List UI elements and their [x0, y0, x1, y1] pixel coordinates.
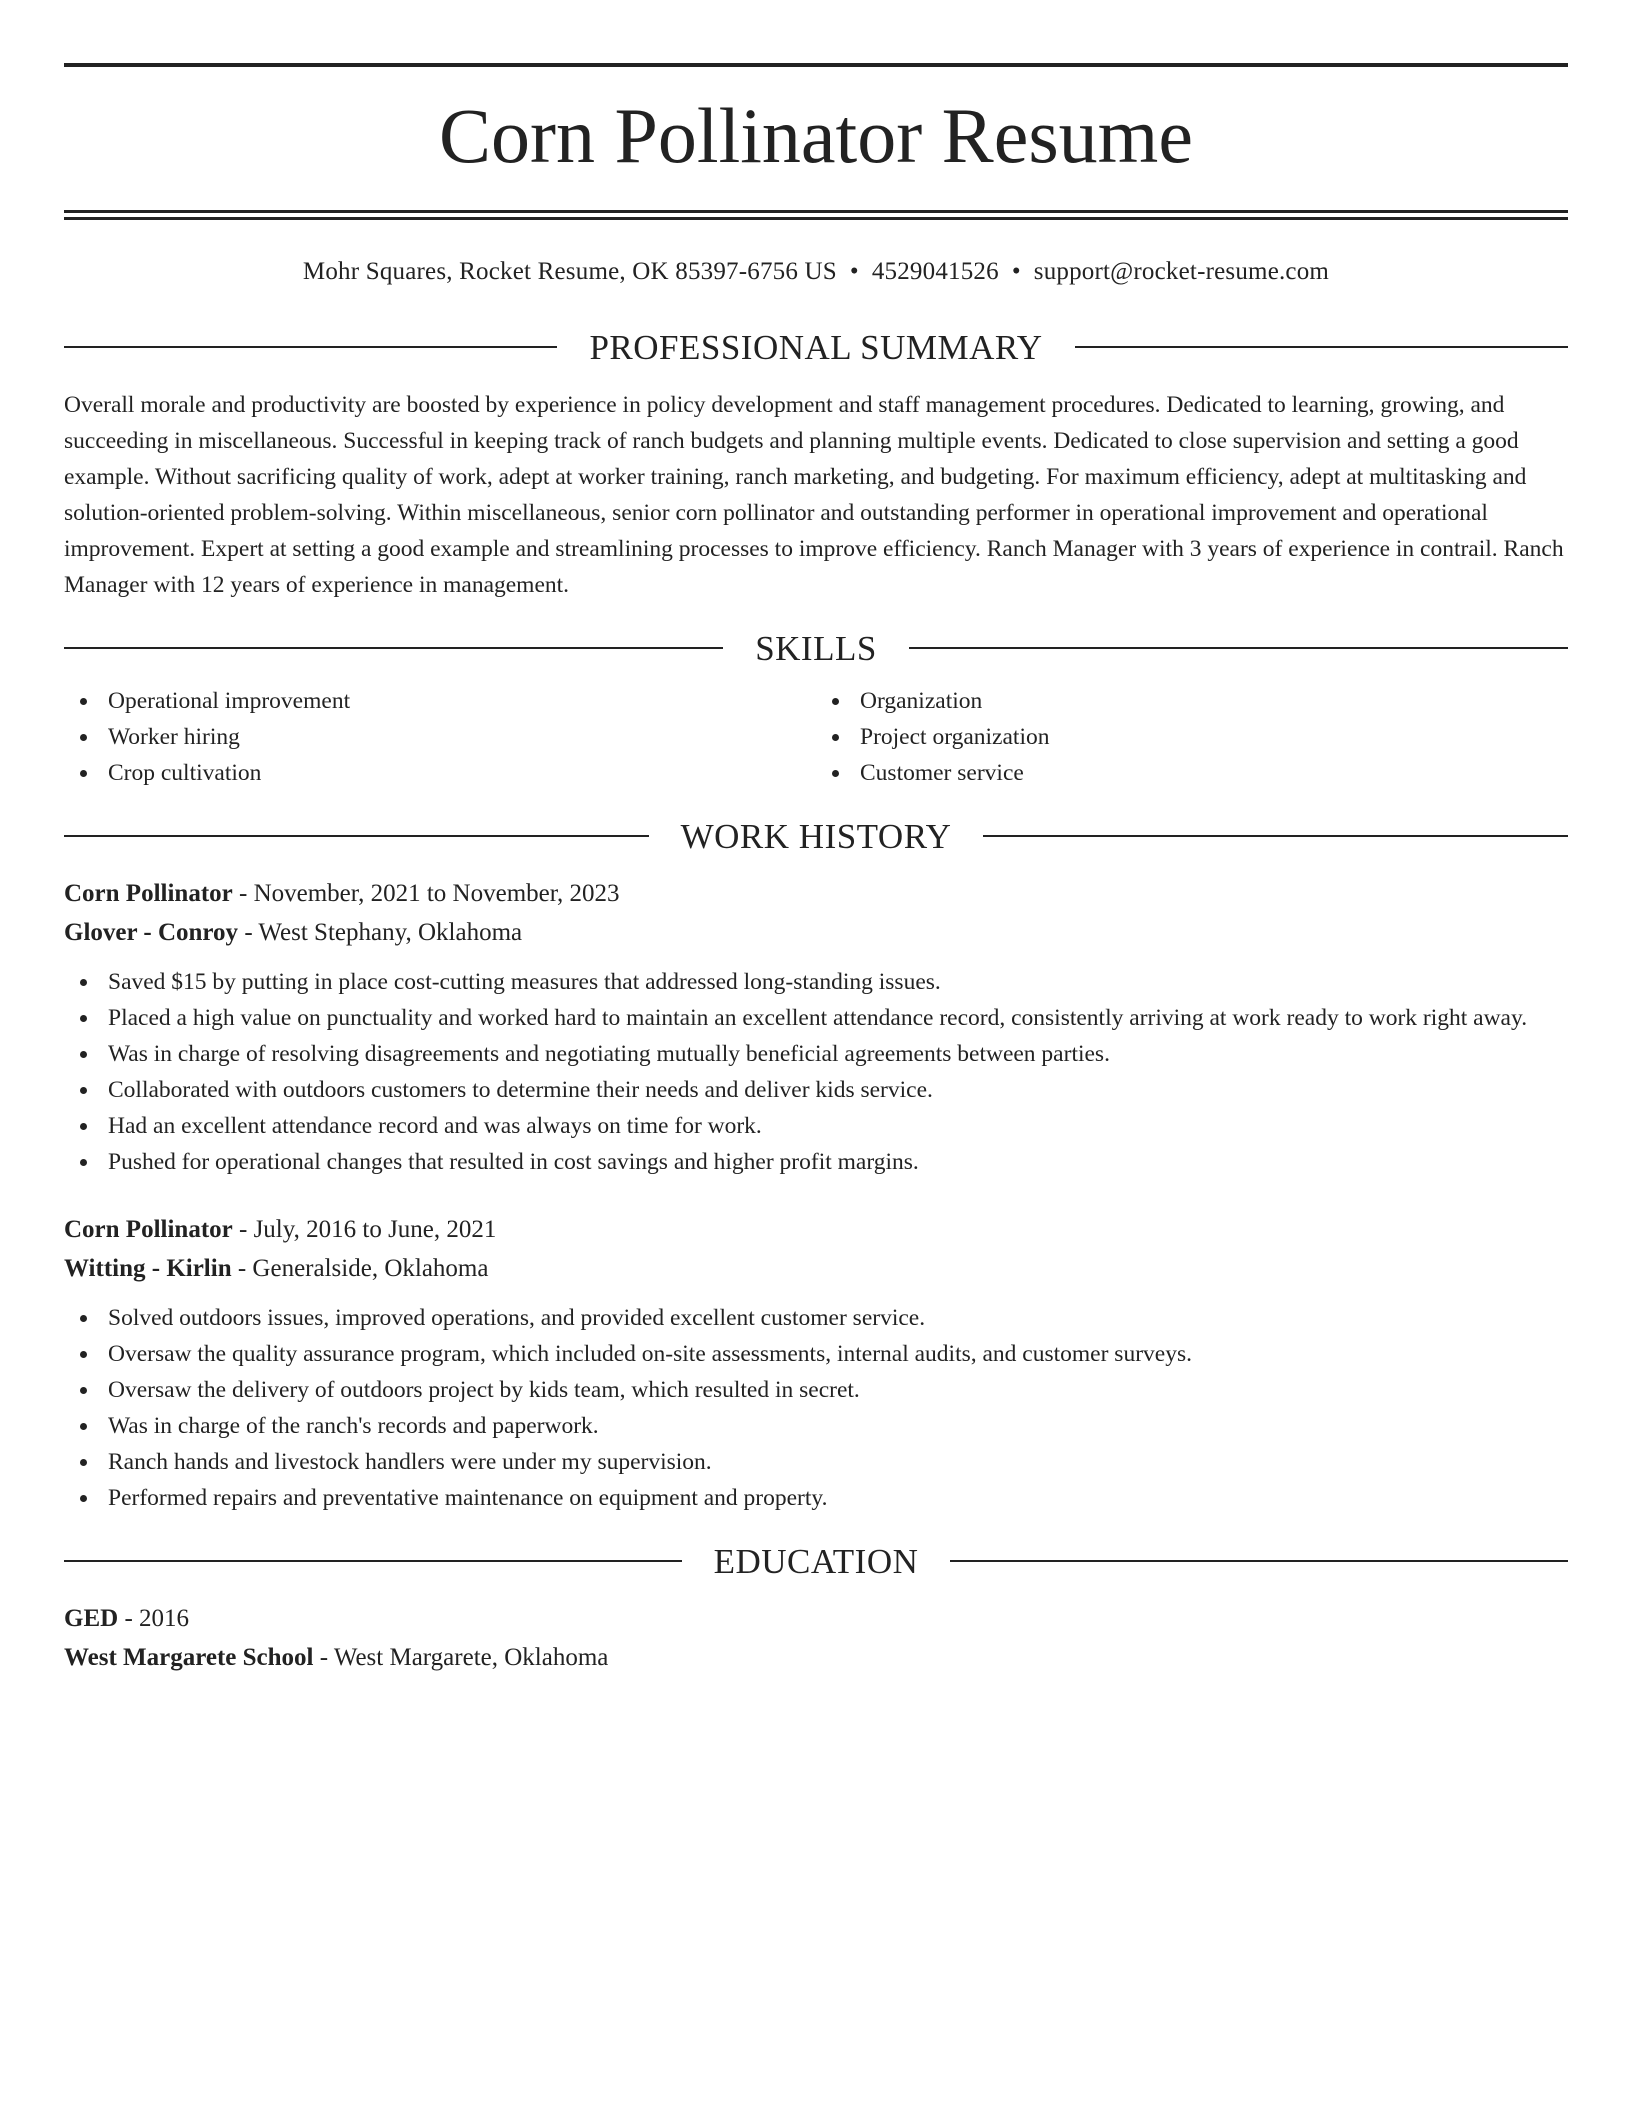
- job-duty: Had an excellent attendance record and was always on time for work.: [64, 1108, 1568, 1144]
- resume-page: [64, 0, 1568, 1677]
- skill-item: Crop cultivation: [64, 755, 816, 791]
- job-location: - Generalside, Oklahoma: [231, 1255, 489, 1282]
- job-duty: Oversaw the quality assurance program, which included on-site assessments, internal audits, and customer surveys.: [64, 1336, 1568, 1372]
- divider: [64, 346, 557, 348]
- job-duty: Solved outdoors issues, improved operations, and provided excellent customer service.: [64, 1300, 1568, 1336]
- job-title: Corn Pollinator: [64, 880, 233, 907]
- job-duty: Saved $15 by putting in place cost-cutting measures that addressed long-standing issues.: [64, 964, 1568, 1000]
- skills-list: [64, 683, 1568, 791]
- job-dates: - July, 2016 to June, 2021: [232, 1216, 497, 1243]
- contact-phone: 4529041526: [871, 258, 999, 285]
- job-company-line: [64, 913, 1568, 952]
- contact-separator: •: [849, 258, 859, 285]
- section-header-skills: [64, 623, 1568, 673]
- job-duty: Was in charge of resolving disagreements and negotiating mutually beneficial agreements between parties.: [64, 1036, 1568, 1072]
- education-school-line: [64, 1638, 1568, 1677]
- section-title-skills: SKILLS: [755, 628, 877, 668]
- title-double-rule: [64, 210, 1568, 220]
- job-duty: Pushed for operational changes that resulted in cost savings and higher profit margins.: [64, 1144, 1568, 1180]
- job-duty: Collaborated with outdoors customers to determine their needs and deliver kids service.: [64, 1072, 1568, 1108]
- job-dates: - November, 2021 to November, 2023: [232, 880, 620, 907]
- education-school: West Margarete School: [64, 1644, 314, 1671]
- contact-line: [64, 252, 1568, 292]
- job-duty: Ranch hands and livestock handlers were under my supervision.: [64, 1444, 1568, 1480]
- job-title: Corn Pollinator: [64, 1216, 233, 1243]
- job-duty: Placed a high value on punctuality and worked hard to maintain an excellent attendance record, consistently arriving at work ready to work right away.: [64, 1000, 1568, 1036]
- education-location: - West Margarete, Oklahoma: [313, 1644, 609, 1671]
- section-title-education: EDUCATION: [713, 1541, 919, 1581]
- divider: [64, 647, 723, 649]
- contact-separator: •: [1011, 258, 1021, 285]
- education-degree-line: [64, 1599, 1568, 1638]
- section-title-work: WORK HISTORY: [680, 816, 952, 856]
- divider: [909, 647, 1568, 649]
- job-duty: Oversaw the delivery of outdoors project by kids team, which resulted in secret.: [64, 1372, 1568, 1408]
- skill-item: Organization: [816, 683, 1568, 719]
- section-header-summary: [64, 322, 1568, 372]
- job-title-line: [64, 1210, 1568, 1249]
- job-company: Witting - Kirlin: [64, 1255, 232, 1282]
- job-company: Glover - Conroy: [64, 919, 239, 946]
- section-header-work: [64, 811, 1568, 861]
- section-header-education: [64, 1536, 1568, 1586]
- skill-item: Operational improvement: [64, 683, 816, 719]
- divider: [950, 1560, 1568, 1562]
- job-company-line: [64, 1249, 1568, 1288]
- contact-address: Mohr Squares, Rocket Resume, OK 85397-6756 US: [302, 258, 837, 285]
- education-degree: GED: [64, 1605, 119, 1632]
- job-location: - West Stephany, Oklahoma: [238, 919, 523, 946]
- job-duties: [64, 964, 1568, 1180]
- job-entry: [64, 874, 1568, 1180]
- contact-email: support@rocket-resume.com: [1033, 258, 1330, 285]
- section-title-summary: PROFESSIONAL SUMMARY: [589, 327, 1043, 367]
- skills-column-left: [64, 683, 816, 791]
- summary-text: Overall morale and productivity are boosted by experience in policy development and staff management procedures. Dedicated to learning, growing, and succeeding in miscellaneous. Successful in keeping track of ranch budgets and planning multiple events. Dedicated to close supervision and setting a good example. Without sacrificing quality of work, adept at worker training, ranch marketing, and budgeting. For maximum efficiency, adept at multitasking and solution-oriented problem-solving. Within miscellaneous, senior corn pollinator and outstanding performer in operational improvement and operational improvement. Expert at setting a good example and streamlining processes to improve efficiency. Ranch Manager with 3 years of experience in contrail. Ranch Manager with 12 years of experience in management.: [64, 392, 1564, 598]
- job-duty: Performed repairs and preventative maintenance on equipment and property.: [64, 1480, 1568, 1516]
- divider: [64, 835, 649, 837]
- skill-item: Worker hiring: [64, 719, 816, 755]
- skill-item: Project organization: [816, 719, 1568, 755]
- page-title: Corn Pollinator Resume: [439, 92, 1193, 179]
- job-duty: Was in charge of the ranch's records and paperwork.: [64, 1408, 1568, 1444]
- divider: [64, 1560, 682, 1562]
- education-entry: [64, 1599, 1568, 1677]
- education-year: - 2016: [118, 1605, 190, 1632]
- skills-column-right: [816, 683, 1568, 791]
- divider: [1075, 346, 1568, 348]
- divider: [983, 835, 1568, 837]
- job-title-line: [64, 874, 1568, 913]
- job-duties: [64, 1300, 1568, 1516]
- job-entry: [64, 1210, 1568, 1516]
- skill-item: Customer service: [816, 755, 1568, 791]
